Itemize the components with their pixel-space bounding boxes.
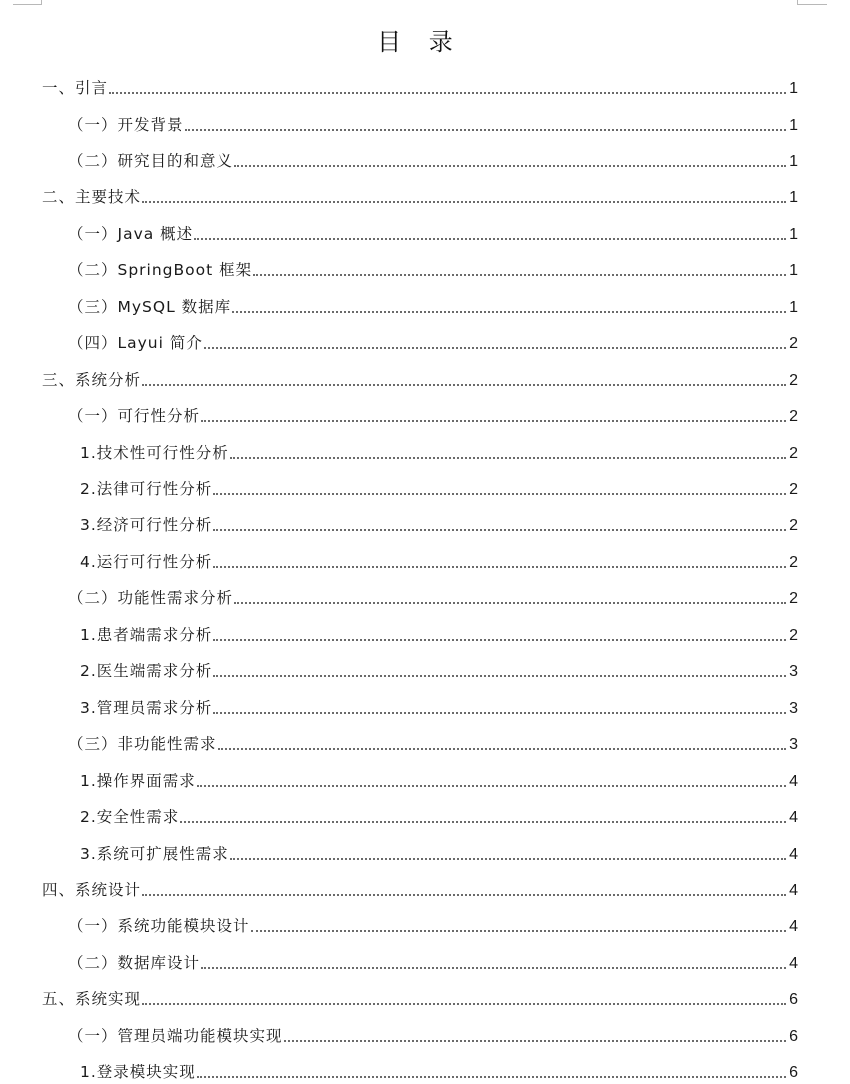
toc-entry-label: （二）功能性需求分析 <box>68 589 234 608</box>
dot-leader <box>251 930 786 932</box>
dot-leader <box>230 858 786 860</box>
dot-leader <box>213 675 786 677</box>
dot-leader <box>142 894 786 896</box>
toc-entry-page-number: 2 <box>789 626 798 644</box>
toc-entry-label: 五、系统实现 <box>42 990 142 1009</box>
toc-entry-label: 3.管理员需求分析 <box>80 698 213 717</box>
toc-entry[interactable] <box>42 369 798 391</box>
dot-leader <box>234 165 786 167</box>
toc-entry[interactable] <box>42 186 798 208</box>
dot-leader <box>185 129 786 131</box>
dot-leader <box>142 384 786 386</box>
toc-entry-page-number: 1 <box>789 116 798 134</box>
toc-entry-label: 1.登录模块实现 <box>80 1063 196 1082</box>
dot-leader <box>253 274 786 276</box>
toc-entry-page-number: 1 <box>789 298 798 316</box>
toc-entry[interactable] <box>68 332 798 354</box>
toc-entry-page-number: 6 <box>789 1027 798 1045</box>
toc-entry-page-number: 1 <box>789 189 798 207</box>
toc-entry-label: 二、主要技术 <box>42 188 142 207</box>
toc-entry-page-number: 2 <box>789 481 798 498</box>
toc-entry-page-number: 2 <box>789 444 798 462</box>
toc-entry[interactable] <box>80 442 798 464</box>
dot-leader <box>284 1040 786 1042</box>
toc-entry[interactable] <box>68 296 798 318</box>
toc-entry-label: 三、系统分析 <box>42 370 142 389</box>
toc-entry-label: （一）可行性分析 <box>68 407 201 426</box>
toc-entry-label: 四、系统设计 <box>42 880 142 899</box>
toc-entry[interactable] <box>42 879 798 901</box>
toc-entry[interactable] <box>80 697 798 719</box>
toc-entry[interactable] <box>80 624 798 646</box>
toc-entry[interactable] <box>80 660 798 682</box>
toc-entry-label: 3.经济可行性分析 <box>80 516 213 535</box>
toc-entry[interactable] <box>68 223 798 245</box>
toc-entry-label: （二）数据库设计 <box>68 953 201 972</box>
toc-entry[interactable] <box>42 77 798 99</box>
toc-entry-label: 2.医生端需求分析 <box>80 662 213 681</box>
page-corner-mark-top-left <box>13 0 42 5</box>
dot-leader <box>201 420 786 422</box>
toc-entry-label: （三）MySQL 数据库 <box>68 297 232 316</box>
toc-entry-label: 3.系统可扩展性需求 <box>80 844 229 863</box>
toc-entry-label: （一）Java 概述 <box>68 224 194 243</box>
toc-entry[interactable] <box>68 150 798 172</box>
dot-leader <box>213 529 786 531</box>
toc-entry-page-number: 3 <box>789 663 798 681</box>
toc-entry-label: 2.法律可行性分析 <box>80 480 213 498</box>
toc-entry-label: （一）系统功能模块设计 <box>68 917 250 936</box>
dot-leader <box>234 602 786 604</box>
toc-entry[interactable] <box>80 478 798 500</box>
toc-entry-page-number: 4 <box>789 845 798 863</box>
dot-leader <box>232 311 786 313</box>
toc-entry-page-number: 4 <box>789 809 798 826</box>
toc-entry-page-number: 2 <box>789 553 798 571</box>
toc-entry-page-number: 2 <box>789 408 798 426</box>
toc-entry[interactable] <box>80 514 798 536</box>
toc-entry-page-number: 2 <box>789 335 798 353</box>
dot-leader <box>180 821 786 823</box>
toc-entry[interactable] <box>80 551 798 573</box>
dot-leader <box>218 748 786 750</box>
toc-entry-page-number: 4 <box>789 954 798 972</box>
dot-leader <box>197 785 786 787</box>
toc-entry-label: 1.技术性可行性分析 <box>80 443 229 462</box>
toc-entry-page-number: 2 <box>789 371 798 389</box>
toc-entry[interactable] <box>80 770 798 792</box>
toc-entry[interactable] <box>68 1025 798 1047</box>
toc-entry-page-number: 6 <box>789 991 798 1009</box>
toc-entry-label: 一、引言 <box>42 79 109 97</box>
dot-leader <box>142 1003 786 1005</box>
toc-entry-page-number: 1 <box>789 80 798 97</box>
toc-entry[interactable] <box>80 843 798 865</box>
toc-entry-label: （三）非功能性需求 <box>68 735 217 754</box>
toc-entry-page-number: 1 <box>789 225 798 243</box>
dot-leader <box>230 457 786 459</box>
toc-entry[interactable] <box>68 587 798 609</box>
page-corner-mark-top-right <box>797 0 827 5</box>
toc-entry-page-number: 6 <box>789 1064 798 1082</box>
dot-leader <box>142 201 786 203</box>
dot-leader <box>197 1076 786 1078</box>
toc-entry-label: （二）研究目的和意义 <box>68 151 234 170</box>
dot-leader <box>201 967 786 969</box>
toc-entry-page-number: 3 <box>789 699 798 717</box>
dot-leader <box>194 238 786 240</box>
toc-entry-page-number: 2 <box>789 517 798 535</box>
toc-entry-page-number: 4 <box>789 881 798 899</box>
toc-entry-label: （四）Layui 简介 <box>68 334 203 353</box>
toc-entry-page-number: 2 <box>789 590 798 608</box>
toc-entry[interactable] <box>68 915 798 937</box>
dot-leader <box>213 493 786 495</box>
toc-entry[interactable] <box>80 1061 798 1083</box>
toc-title: 目 录 <box>377 28 463 57</box>
toc-entry[interactable] <box>68 952 798 974</box>
toc-entry-page-number: 1 <box>789 262 798 280</box>
dot-leader <box>204 347 786 349</box>
toc-entry[interactable] <box>68 733 798 755</box>
toc-entry[interactable] <box>68 259 798 281</box>
toc-entry-page-number: 1 <box>789 152 798 170</box>
toc-entry[interactable] <box>80 806 798 828</box>
toc-entry-label: （二）SpringBoot 框架 <box>68 261 253 280</box>
toc-entry[interactable] <box>68 114 798 136</box>
dot-leader <box>109 92 786 94</box>
toc-entry-label: 1.操作界面需求 <box>80 771 196 790</box>
toc-entry-label: （一）管理员端功能模块实现 <box>68 1026 283 1045</box>
toc-entry-label: 1.患者端需求分析 <box>80 625 213 644</box>
toc-entry-label: 2.安全性需求 <box>80 808 180 826</box>
toc-entry-page-number: 3 <box>789 736 798 754</box>
toc-entry-page-number: 4 <box>789 772 798 790</box>
toc-entry[interactable] <box>68 405 798 427</box>
toc-entry-label: （一）开发背景 <box>68 115 184 134</box>
toc-entry-label: 4.运行可行性分析 <box>80 552 213 571</box>
dot-leader <box>213 639 786 641</box>
dot-leader <box>213 566 786 568</box>
toc-entry-page-number: 4 <box>789 918 798 936</box>
toc-entry[interactable] <box>42 988 798 1010</box>
dot-leader <box>213 712 786 714</box>
